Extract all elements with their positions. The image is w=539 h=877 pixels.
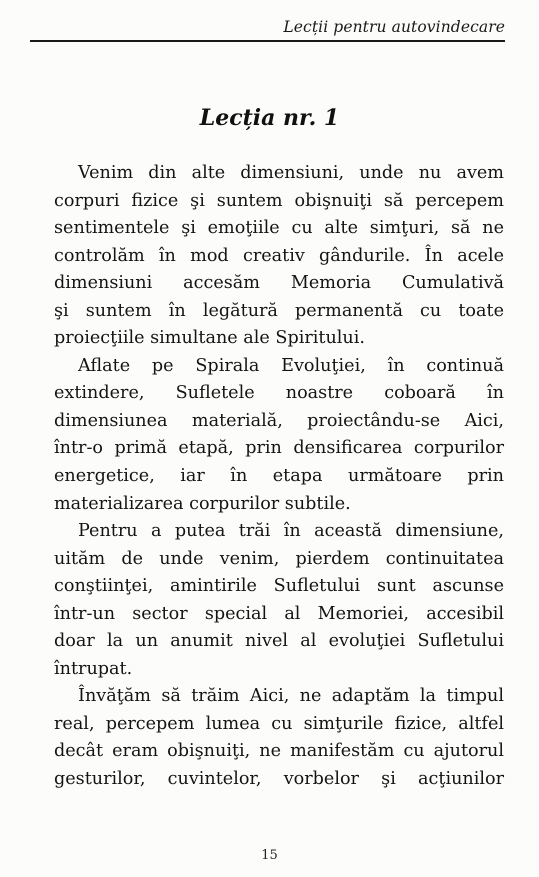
text-line: proiecţiile simultane ale Spiritului.	[54, 328, 365, 349]
text-line: într-un sector special al Memoriei, accesibil	[54, 603, 504, 624]
text-line: şi suntem în legătură permanentă cu toate	[54, 300, 504, 321]
text-line: doar la un anumit nivel al evoluţiei Sufletului	[54, 631, 504, 652]
text-line: controlăm în mod creativ gândurile. În acele	[54, 245, 504, 266]
text-line: Venim din alte dimensiuni, unde nu avem	[78, 163, 504, 183]
text-line: decât eram obişnuiţi, ne manifestăm cu ajutorul	[54, 741, 504, 762]
text-line: uităm de unde venim, pierdem continuitatea	[54, 548, 504, 569]
text-line: extindere, Sufletele noastre coboară în	[54, 383, 504, 404]
paragraph-4	[30, 683, 504, 793]
text-line: Învăţăm să trăim Aici, ne adaptăm la timpul	[78, 686, 504, 707]
text-line: dimensiuni accesăm Memoria Cumulativă	[54, 273, 504, 294]
text-line: Pentru a putea trăi în această dimensiune,	[78, 521, 504, 542]
text-line: gesturilor, cuvintelor, vorbelor şi acţiunilor	[54, 769, 504, 790]
text-line: conştiinţei, amintirile Sufletului sunt ascunse	[54, 576, 504, 597]
text-line: dimensiunea materială, proiectându-se Aici,	[54, 410, 504, 431]
text-line: real, percepem lumea cu simţurile fizice, altfel	[54, 713, 504, 734]
page-number: 15	[261, 848, 278, 863]
text-line: întrupat.	[54, 658, 133, 679]
text-line: materializarea corpurilor subtile.	[54, 493, 351, 514]
body-text	[30, 160, 504, 794]
paragraph-1	[30, 160, 504, 353]
paragraph-3	[30, 518, 504, 683]
text-line: corpuri fizice şi suntem obişnuiţi să percepem	[54, 190, 504, 211]
paragraph-2	[30, 353, 504, 518]
text-line: sentimentele şi emoţiile cu alte simţuri, să ne	[54, 218, 504, 239]
lesson-title: Lecția nr. 1	[199, 105, 340, 131]
text-line: energetice, iar în etapa următoare prin	[54, 466, 504, 487]
running-header	[30, 14, 505, 42]
text-line: Aflate pe Spirala Evoluţiei, în continuă	[78, 355, 504, 376]
running-header-title: Lecții pentru autovindecare	[283, 18, 505, 36]
text-line: într-o primă etapă, prin densificarea corpurilor	[54, 438, 504, 459]
